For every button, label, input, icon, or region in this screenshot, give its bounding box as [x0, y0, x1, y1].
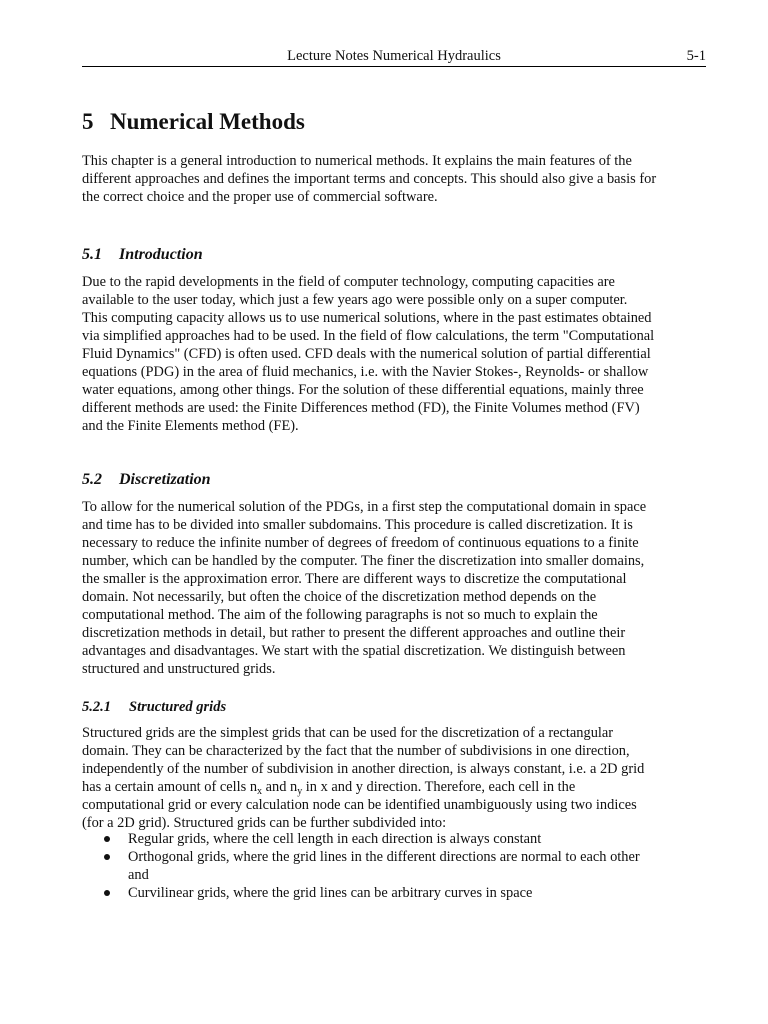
- subscript-y: y: [297, 786, 303, 797]
- text-line: domain. Not necessarily, but often the choice of the discretization method depends on the: [82, 589, 597, 605]
- text-line: available to the user today, which just a few years ago were possible only on a super computer.: [82, 292, 628, 308]
- introduction-paragraph: [82, 273, 708, 435]
- section-heading-5-2: [82, 470, 211, 490]
- header-title: Lecture Notes Numerical Hydraulics: [287, 48, 501, 64]
- text-line: equations (PDG) in the area of fluid mechanics, i.e. with the Navier Stokes-, Reynolds- or shallow: [82, 364, 649, 380]
- text-line: discretization methods in detail, but rather to present the different approaches and outline their: [82, 625, 626, 641]
- text-line: different approaches and defines the important terms and concepts. This should also give a basis for: [82, 171, 657, 187]
- text-line: number, which can be handled by the computer. The finer the discretization into smaller domains,: [82, 553, 645, 569]
- discretization-paragraph: [82, 498, 708, 678]
- list-item-text: Orthogonal grids, where the grid lines in the different directions are normal to each other: [128, 849, 640, 865]
- text-line: [82, 778, 708, 796]
- text-fragment: has a certain amount of cells n: [82, 779, 258, 795]
- text-line: via simplified approaches had to be used. In the field of flow calculations, the term "Computational: [82, 328, 655, 344]
- chapter-intro-paragraph: [82, 152, 708, 206]
- text-line: Due to the rapid developments in the field of computer technology, computing capacities are: [82, 274, 615, 290]
- text-line: water equations, among other things. For the solution of these differential equations, mainly three: [82, 382, 644, 398]
- subsection-title: Structured grids: [129, 699, 227, 715]
- text-line: computational grid or every calculation node can be identified unambiguously using two indices: [82, 797, 637, 813]
- chapter-title: Numerical Methods: [110, 109, 305, 134]
- list-item: [82, 848, 708, 884]
- text-line: the smaller is the approximation error. There are different ways to discretize the computational: [82, 571, 627, 587]
- subscript-x: x: [257, 786, 263, 797]
- list-item: [82, 884, 708, 902]
- list-item-continuation: and: [128, 867, 149, 883]
- text-line: and the Finite Elements method (FE).: [82, 418, 299, 434]
- text-line: domain. They can be characterized by the fact that the number of subdivisions in one direction,: [82, 743, 630, 759]
- bullet-icon: [104, 890, 110, 896]
- structured-grids-paragraph: [82, 724, 708, 832]
- grid-types-list: [82, 830, 708, 902]
- text-line: computational method. The aim of the following paragraphs is not so much to explain the: [82, 607, 598, 623]
- list-item: [82, 830, 708, 848]
- section-number: 5.2: [82, 471, 102, 488]
- text-line: (for a 2D grid). Structured grids can be further subdivided into:: [82, 815, 447, 831]
- running-header: [82, 48, 706, 67]
- text-line: and time has to be divided into smaller subdomains. This procedure is called discretization. It is: [82, 517, 633, 533]
- list-item-text: Curvilinear grids, where the grid lines can be arbitrary curves in space: [128, 885, 533, 901]
- section-heading-5-1: [82, 245, 203, 265]
- bullet-icon: [104, 854, 110, 860]
- text-line: the correct choice and the proper use of commercial software.: [82, 189, 438, 205]
- subsection-heading-5-2-1: [82, 698, 226, 716]
- text-line: Fluid Dynamics" (CFD) is often used. CFD deals with the numerical solution of partial differential: [82, 346, 651, 362]
- header-page-number: 5-1: [686, 48, 706, 64]
- text-line: To allow for the numerical solution of the PDGs, in a first step the computational domain in space: [82, 499, 647, 515]
- subsection-number: 5.2.1: [82, 699, 111, 715]
- section-title: Introduction: [119, 246, 203, 263]
- text-line: advantages and disadvantages. We start with the spatial discretization. We distinguish between: [82, 643, 626, 659]
- text-line: independently of the number of subdivision in another direction, is always constant, i.e. a 2D grid: [82, 761, 645, 777]
- section-title: Discretization: [119, 471, 211, 488]
- text-line: Structured grids are the simplest grids that can be used for the discretization of a rectangular: [82, 725, 614, 741]
- chapter-number: 5: [82, 109, 94, 134]
- text-line: necessary to reduce the infinite number of degrees of freedom of continuous equations to a finite: [82, 535, 639, 551]
- text-line: This chapter is a general introduction to numerical methods. It explains the main features of the: [82, 153, 632, 169]
- list-item-text: Regular grids, where the cell length in each direction is always constant: [128, 831, 542, 847]
- bullet-icon: [104, 836, 110, 842]
- text-line: different methods are used: the Finite Differences method (FD), the Finite Volumes method (FV): [82, 400, 640, 416]
- text-line: This computing capacity allows us to use numerical solutions, where in the past estimates obtained: [82, 310, 652, 326]
- text-fragment: and n: [262, 779, 298, 795]
- text-line: structured and unstructured grids.: [82, 661, 276, 677]
- section-number: 5.1: [82, 246, 102, 263]
- text-fragment: in x and y direction. Therefore, each cell in the: [302, 779, 576, 795]
- chapter-heading: [82, 108, 305, 136]
